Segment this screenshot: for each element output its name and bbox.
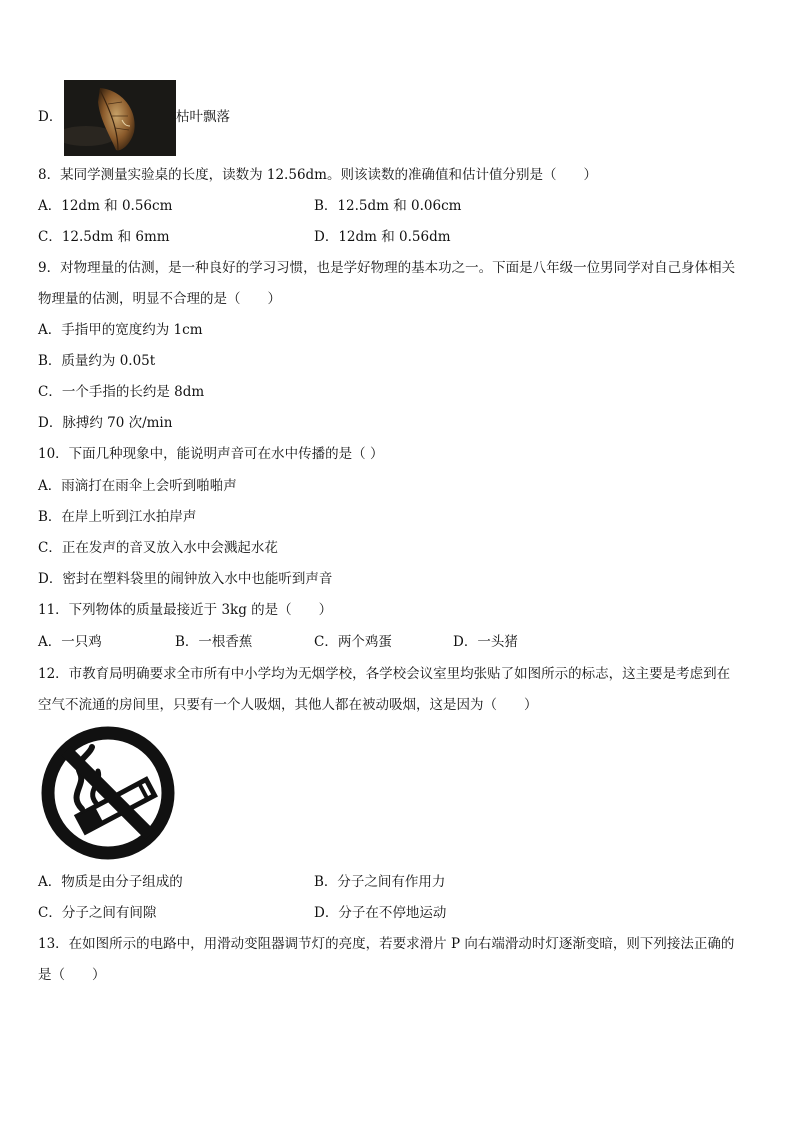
q8-option-a: A．12dm 和 0.56cm <box>38 198 173 214</box>
q9-option-a: A．手指甲的宽度约为 1cm <box>38 322 203 338</box>
q12-option-a: A．物质是由分子组成的 <box>38 874 183 890</box>
q13-stem-line1: 13．在如图所示的电路中，用滑动变阻器调节灯的亮度，若要求滑片 P 向右端滑动时灯逐渐变暗，则下列接法正确的 <box>38 936 735 952</box>
q8-option-c: C．12.5dm 和 6mm <box>38 229 170 245</box>
q8-option-d: D．12dm 和 0.56dm <box>314 229 451 245</box>
q9-stem-line2: 物理量的估测，明显不合理的是（ ） <box>38 291 281 307</box>
q10-stem: 10．下面几种现象中，能说明声音可在水中传播的是（ ） <box>38 446 384 462</box>
q12-option-d: D．分子在不停地运动 <box>314 905 447 921</box>
q9-stem-line1: 9．对物理量的估测，是一种良好的学习习惯，也是学好物理的基本功之一。下面是八年级一位男同学对自己身体相关 <box>38 260 736 276</box>
q8-option-b: B．12.5dm 和 0.06cm <box>314 198 462 214</box>
q10-option-b: B．在岸上听到江水拍岸声 <box>38 509 197 525</box>
q11-stem: 11．下列物体的质量最接近于 3kg 的是（ ） <box>38 602 333 618</box>
q11-option-d: D．一头猪 <box>453 634 518 650</box>
q10-option-a: A．雨滴打在雨伞上会听到啪啪声 <box>38 478 237 494</box>
q8-stem: 8．某同学测量实验桌的长度，读数为 12.56dm。则该读数的准确值和估计值分别是（ ） <box>38 167 597 183</box>
no-smoking-sign-icon <box>40 725 176 861</box>
q11-option-b: B．一根香蕉 <box>175 634 253 650</box>
q9-option-b: B．质量约为 0.05t <box>38 353 156 369</box>
q9-option-c: C．一个手指的长约是 8dm <box>38 384 205 400</box>
q12-option-b: B．分子之间有作用力 <box>314 874 446 890</box>
dry-leaf-photo <box>64 80 176 156</box>
q11-option-a: A．一只鸡 <box>38 634 102 650</box>
q11-option-c: C．两个鸡蛋 <box>314 634 392 650</box>
q10-option-d: D．密封在塑料袋里的闹钟放入水中也能听到声音 <box>38 571 333 587</box>
q7-option-d-text: 枯叶飘落 <box>176 109 230 125</box>
q12-stem-line1: 12．市教育局明确要求全市所有中小学均为无烟学校，各学校会议室里均张贴了如图所示的标志，这主要是考虑到在 <box>38 666 731 682</box>
q7-option-d-label: D． <box>38 109 63 125</box>
q10-option-c: C．正在发声的音叉放入水中会溅起水花 <box>38 540 278 556</box>
q9-option-d: D．脉搏约 70 次/min <box>38 415 173 431</box>
q13-stem-line2: 是（ ） <box>38 967 106 983</box>
q12-option-c: C．分子之间有间隙 <box>38 905 157 921</box>
q12-stem-line2: 空气不流通的房间里，只要有一个人吸烟，其他人都在被动吸烟，这是因为（ ） <box>38 697 538 713</box>
